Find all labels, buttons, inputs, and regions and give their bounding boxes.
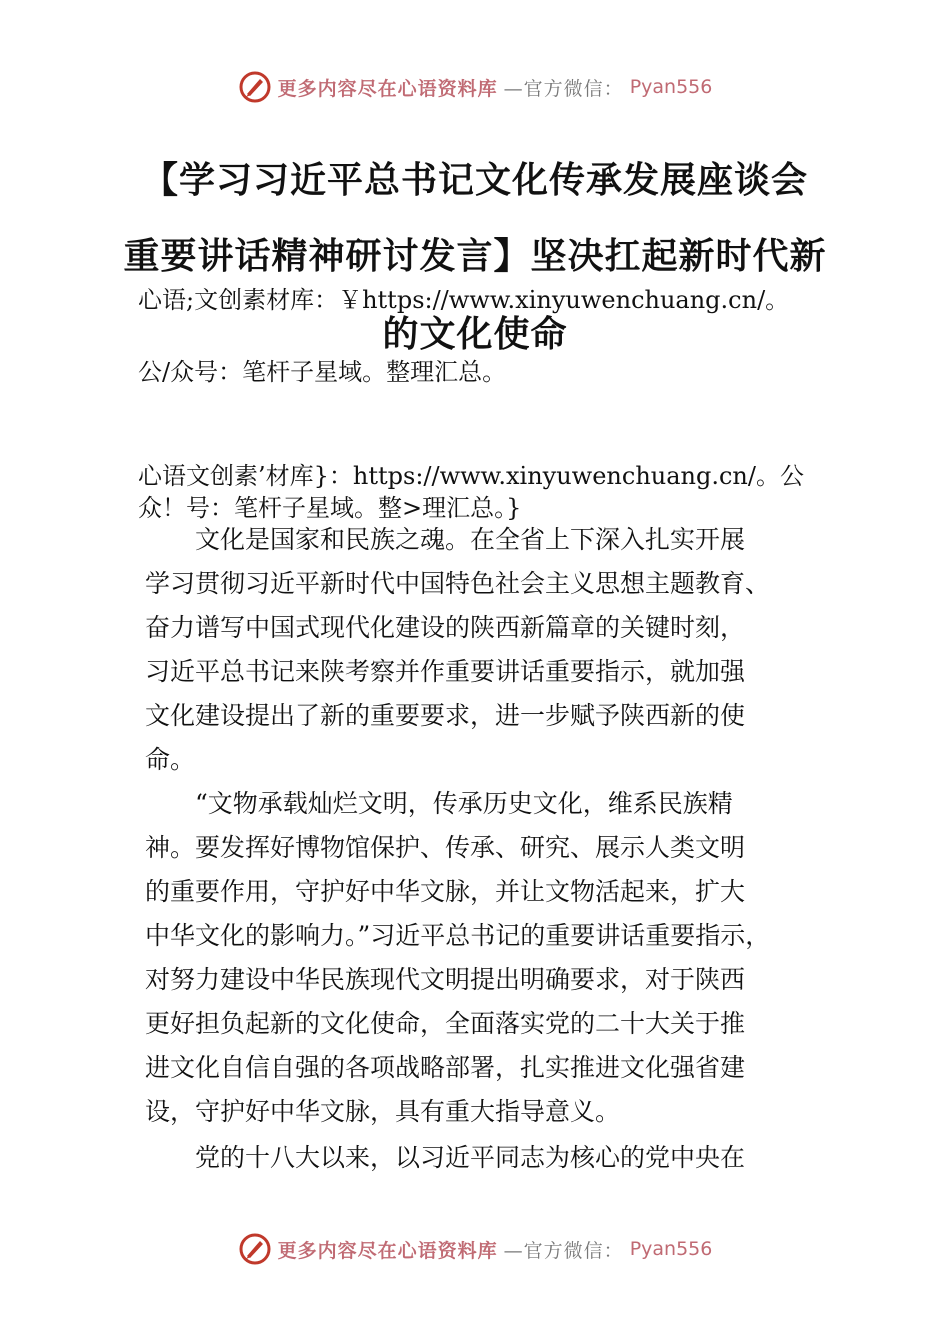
title-line-3: 的文化使命: [382, 314, 568, 355]
banner-separator: —官方微信：: [503, 77, 624, 100]
meta-line-1: 心语;文创素材库：￥https://www.xinyuwenchuang.cn/。: [138, 286, 790, 314]
banner-separator: —官方微信：: [503, 1239, 624, 1262]
brand-logo-icon: [238, 1232, 272, 1266]
footer-banner: [0, 1232, 950, 1266]
header-banner: [0, 70, 950, 104]
paragraph-line: 奋力谱写中国式现代化建设的陕西新篇章的关键时刻，: [145, 613, 746, 642]
paragraph-2: [145, 782, 825, 1134]
paragraph-line: 中华文化的影响力。”习近平总书记的重要讲话重要指示，: [145, 921, 771, 950]
paragraph-3: [145, 1136, 825, 1180]
title-line-2: 重要讲话精神研讨发言】坚决扛起新时代新: [123, 236, 827, 277]
paragraph-line: 文化是国家和民族之魂。在全省上下深入扎实开展: [145, 525, 746, 554]
paragraph-line: 设，守护好中华文脉，具有重大指导意义。: [145, 1097, 621, 1126]
brand-logo-icon: [238, 70, 272, 104]
paragraph-line: 对努力建设中华民族现代文明提出明确要求，对于陕西: [145, 965, 746, 994]
meta-line-2: 公/众号：笔杆子星域。整理汇总。: [138, 358, 507, 386]
paragraph-line: 习近平总书记来陕考察并作重要讲话重要指示，就加强: [145, 657, 746, 686]
paragraph-line: 学习贯彻习近平新时代中国特色社会主义思想主题教育、: [145, 569, 771, 598]
banner-text: 更多内容尽在心语资料库: [277, 77, 498, 100]
paragraph-line: “文物承载灿烂文明，传承历史文化，维系民族精: [145, 789, 733, 818]
banner-wechat-id: Pyan556: [629, 76, 713, 98]
title-line-1: 【学习习近平总书记文化传承发展座谈会: [141, 160, 808, 201]
paragraph-line: 的重要作用，守护好中华文脉，并让文物活起来，扩大: [145, 877, 746, 906]
paragraph-line: 神。要发挥好博物馆保护、传承、研究、展示人类文明: [145, 833, 746, 862]
paragraph-line: 更好担负起新的文化使命，全面落实党的二十大关于推: [145, 1009, 746, 1038]
paragraph-1: [145, 518, 825, 782]
paragraph-line: 进文化自信自强的各项战略部署，扎实推进文化强省建: [145, 1053, 746, 1082]
banner-text: 更多内容尽在心语资料库: [277, 1239, 498, 1262]
meta-line-3: 心语文创素’材库}：https://www.xinyuwenchuang.cn/。公: [138, 462, 804, 490]
banner-wechat-id: Pyan556: [629, 1238, 713, 1260]
paragraph-line: 命。: [145, 745, 196, 774]
paragraph-line: 文化建设提出了新的重要要求，进一步赋予陕西新的使: [145, 701, 746, 730]
meta-line-4: 众！号：笔杆子星域。整>理汇总。}: [138, 494, 522, 522]
paragraph-line: 党的十八大以来，以习近平同志为核心的党中央在: [145, 1143, 746, 1172]
